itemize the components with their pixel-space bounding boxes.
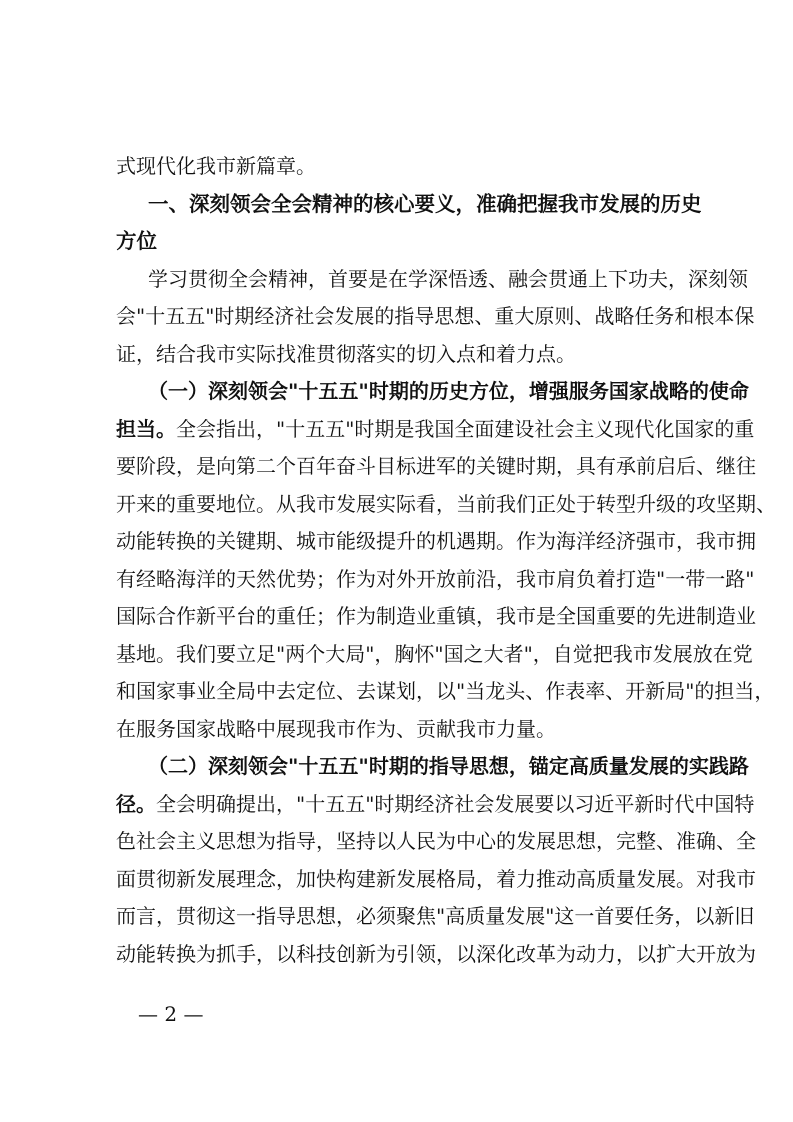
text-line [116,298,755,336]
text: 基地。我们要立足"两个大局"，胸怀"国之大者"，自觉把我市发展放在党 [116,641,753,666]
text: 面贯彻新发展理念，加快构建新发展格局，着力推动高质量发展。对我市 [116,866,756,891]
text-line [116,598,756,636]
text: 证，结合我市实际找准贯彻落实的切入点和着力点。 [116,341,576,366]
text-line [116,711,697,749]
bold-text: 担当。 [116,416,176,441]
text-line [116,523,756,561]
text-line [116,673,775,711]
text: 色社会主义思想为指导，坚持以人民为中心的发展思想，完整、准确、全 [116,829,756,853]
text: 要阶段，是向第二个百年奋斗目标进军的关键时期，具有承前启后、继往 [116,454,756,478]
document-body [116,148,776,973]
text: 式现代化我市新篇章。 [116,154,316,178]
text: 开来的重要地位。从我市发展实际看，当前我们正处于转型升级的攻坚期、 [116,491,776,516]
text-line [116,823,756,861]
paragraph [116,373,776,748]
text: 在服务国家战略中展现我市作为、贡献我市力量。 [116,716,556,741]
bold-text: 径。 [116,791,156,816]
text-line [116,336,697,374]
text-line [116,936,756,974]
text: 会"十五五"时期经济社会发展的指导思想、重大原则、战略任务和根本保 [116,304,755,328]
text-line [116,861,756,899]
bold-text: 方位 [116,229,157,253]
text: 全会指出，"十五五"时期是我国全面建设社会主义现代化国家的重 [176,416,755,441]
text-line [116,636,753,674]
text-line [116,186,702,224]
section-heading [116,186,702,261]
text-line [116,898,755,936]
text-line [116,748,749,786]
bold-text: （二）深刻领会"十五五"时期的指导思想，锚定高质量发展的实践路 [148,754,749,778]
text-line [116,786,755,824]
text: 动能转换为抓手，以科技创新为引领，以深化改革为动力，以扩大开放为 [116,941,756,966]
text: 国际合作新平台的重任；作为制造业重镇，我市是全国重要的先进制造业 [116,604,756,628]
text: 学习贯彻全会精神，首要是在学深悟透、融会贯通上下功夫，深刻领 [148,266,748,291]
paragraph [116,261,755,374]
text-line [116,261,748,299]
page-number: — 2 — [138,1002,204,1026]
paragraph [116,748,756,973]
text-line [116,486,776,524]
text: 全会明确提出，"十五五"时期经济社会发展要以习近平新时代中国特 [156,791,755,816]
text: 有经略海洋的天然优势；作为对外开放前沿，我市肩负着打造"一带一路" [116,566,755,591]
bold-text: （一）深刻领会"十五五"时期的历史方位，增强服务国家战略的使命 [148,379,749,403]
text: 和国家事业全局中去定位、去谋划，以"当龙头、作表率、开新局"的担当， [116,679,775,703]
text-line [116,411,755,449]
text: 而言，贯彻这一指导思想，必须聚焦"高质量发展"这一首要任务，以新旧 [116,904,755,928]
text-line [116,373,749,411]
paragraph [116,148,697,186]
text-line [116,561,755,599]
text-line [116,223,697,261]
text-line [116,448,756,486]
text: 动能转换的关键期、城市能级提升的机遇期。作为海洋经济强市，我市拥 [116,529,756,553]
bold-text: 一、深刻领会全会精神的核心要义，准确把握我市发展的历史 [148,191,702,216]
text-line [116,148,697,186]
